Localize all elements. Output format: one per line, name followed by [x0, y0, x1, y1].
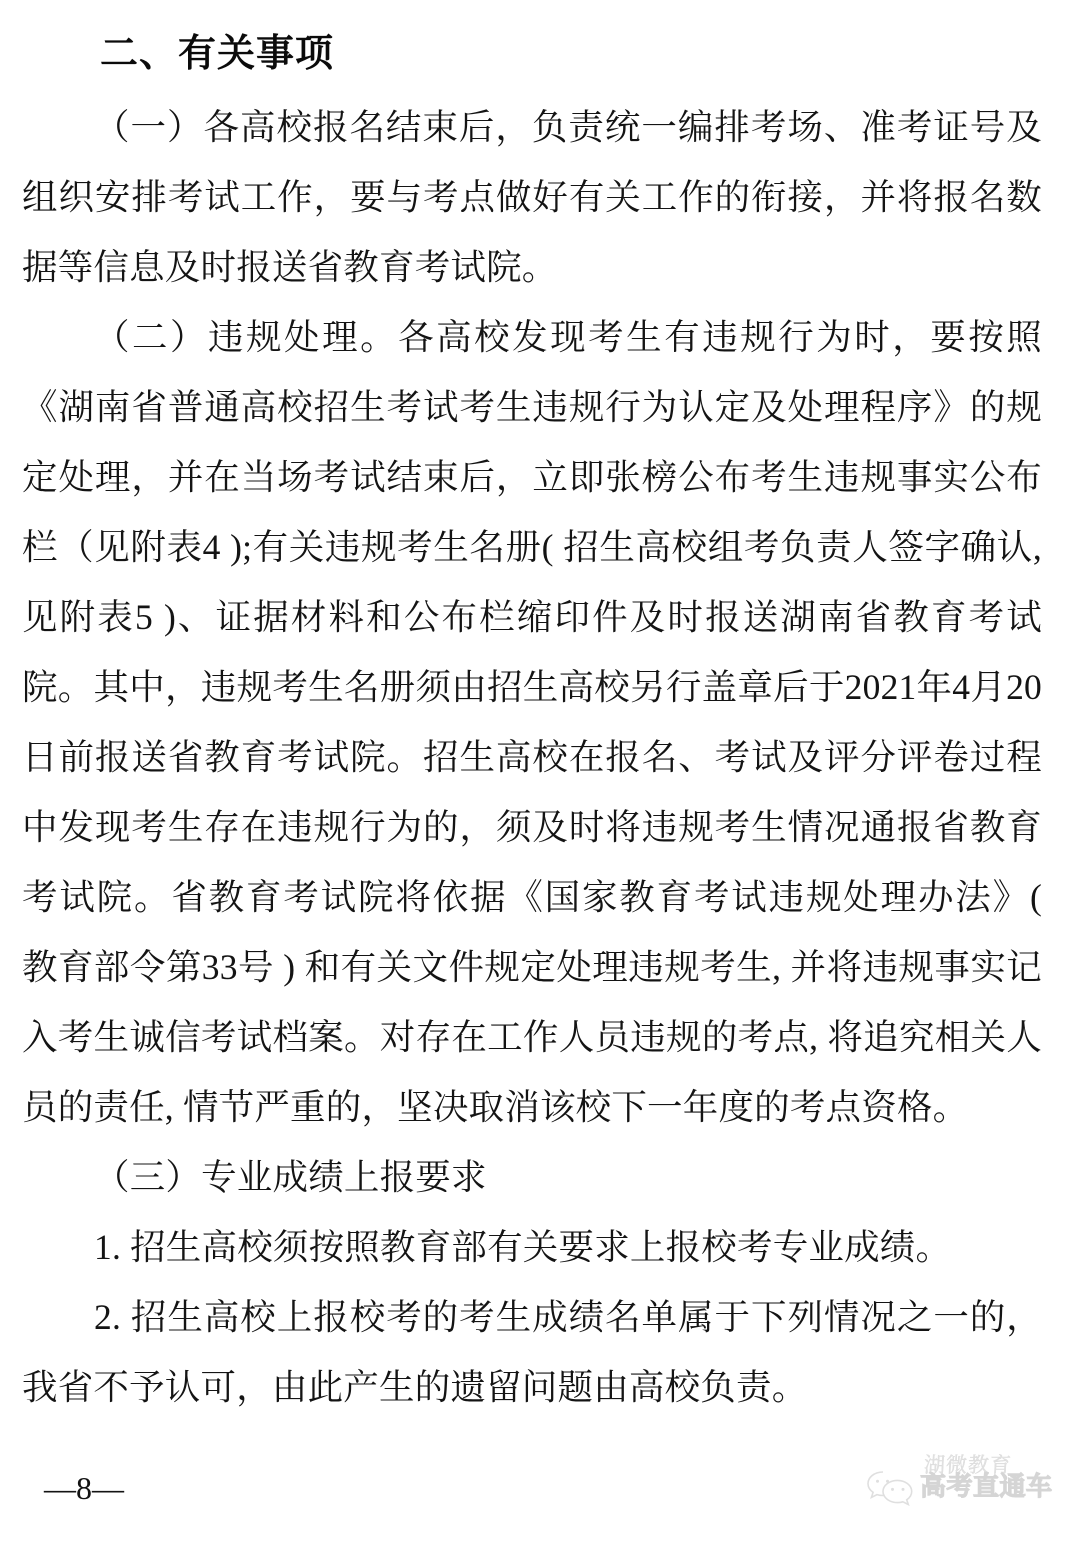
paragraph-item-1: （一）各高校报名结束后，负责统一编排考场、准考证号及组织安排考试工作，要与考点做好有关工作的衔接，并将报名数据等信息及时报送省教育考试院。	[22, 107, 1042, 287]
paragraph-item-2: （二）违规处理。各高校发现考生有违规行为时，要按照《湖南省普通高校招生考试考生违规行为认定及处理程序》的规定处理，并在当场考试结束后，立即张榜公布考生违规事实公布栏（见附表4 );有关违规考生名册( 招生高校组考负责人签字确认, 见附表5 )、证据材料和公布栏缩印件及时报送湖南省教育考试院。其中，违规考生名册须由招生高校另行盖章后于2021年4月20日前报送省教育考试院。招生高校在报名、考试及评分评卷过程中发现考生存在违规行为的，须及时将违规考生情况通报省教育考试院。省教育考试院将依据《国家教育考试违规处理办法》( 教育部令第33号 ) 和有关文件规定处理违规考生, 并将违规事实记入考生诚信考试档案。对存在工作人员违规的考点, 将追究相关人员的责任, 情节严重的，坚决取消该校下一年度的考点资格。	[22, 317, 1042, 1127]
watermark-text-bottom: 高考直通车	[920, 1471, 1053, 1501]
watermark	[864, 1446, 1054, 1520]
paragraph-item-3-2: 2. 招生高校上报校考的考生成绩名单属于下列情况之一的，我省不予认可，由此产生的遗留问题由高校负责。	[22, 1297, 1042, 1407]
watermark-text-top: 湖微教育	[923, 1454, 1013, 1477]
document-body	[22, 26, 1042, 1422]
watermark-text-group	[920, 1454, 1052, 1516]
page-number: —8—	[44, 1470, 124, 1506]
paragraph-item-3: （三）专业成绩上报要求	[94, 1157, 487, 1197]
page-footer	[0, 1412, 1080, 1542]
section-heading: 二、有关事项	[100, 33, 335, 75]
paragraph-item-3-1: 1. 招生高校须按照教育部有关要求上报校考专业成绩。	[94, 1227, 952, 1267]
wechat-bubbles-icon	[866, 1468, 918, 1508]
